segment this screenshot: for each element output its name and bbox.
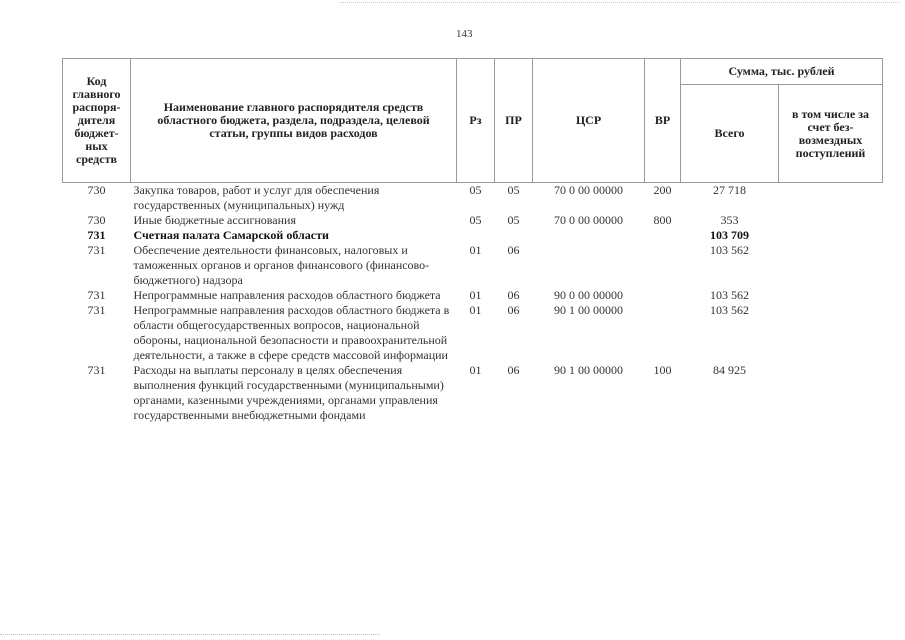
cell-vr: 100 bbox=[653, 363, 672, 377]
table-body bbox=[63, 183, 883, 424]
bottom-scan-edge bbox=[0, 634, 380, 635]
cell-pr: 06 bbox=[507, 303, 520, 317]
cell-csr: 90 1 00 00000 bbox=[554, 303, 623, 317]
cell-incl bbox=[779, 183, 883, 214]
cell-name: Непрограммные направления расходов областного бюджета bbox=[133, 288, 441, 302]
table-row bbox=[63, 303, 883, 363]
table-row bbox=[63, 228, 883, 243]
cell-pr: 05 bbox=[507, 213, 520, 227]
cell-vr bbox=[645, 303, 681, 363]
cell-name: Иные бюджетные ассигнования bbox=[133, 213, 296, 227]
header-csr: ЦСР bbox=[533, 59, 645, 183]
cell-code: 731 bbox=[87, 303, 106, 317]
header-sum-group: Сумма, тыс. рублей bbox=[681, 59, 883, 85]
cell-pr: 06 bbox=[507, 288, 520, 302]
cell-total: 103 562 bbox=[710, 303, 749, 317]
cell-name: Закупка товаров, работ и услуг для обеспечения государственных (муниципальных) нужд bbox=[133, 183, 380, 212]
cell-code: 731 bbox=[87, 243, 106, 257]
header-pr: ПР bbox=[495, 59, 533, 183]
cell-total: 84 925 bbox=[713, 363, 746, 377]
cell-pr: 06 bbox=[507, 243, 520, 257]
header-total: Всего bbox=[681, 85, 779, 183]
cell-vr bbox=[645, 243, 681, 288]
header-incl: в том числе за счет без-возмездных поступлений bbox=[779, 85, 883, 183]
table-row bbox=[63, 183, 883, 214]
cell-incl bbox=[779, 228, 883, 243]
cell-vr bbox=[645, 228, 681, 243]
header-vr: ВР bbox=[645, 59, 681, 183]
cell-rz: 01 bbox=[469, 288, 482, 302]
page-number-text: 143 bbox=[456, 28, 473, 40]
cell-name: Обеспечение деятельности финансовых, налоговых и таможенных органов и органов финансового (финансово-бюджетного) надзора bbox=[133, 243, 430, 287]
cell-csr: 70 0 00 00000 bbox=[554, 213, 623, 227]
table-row bbox=[63, 363, 883, 423]
cell-csr: 90 0 00 00000 bbox=[554, 288, 623, 302]
cell-vr bbox=[645, 288, 681, 303]
cell-vr: 200 bbox=[653, 183, 672, 197]
cell-rz: 01 bbox=[469, 303, 482, 317]
cell-total: 353 bbox=[720, 213, 739, 227]
cell-rz: 05 bbox=[469, 213, 482, 227]
cell-incl bbox=[779, 288, 883, 303]
cell-csr: 70 0 00 00000 bbox=[554, 183, 623, 197]
cell-incl bbox=[779, 213, 883, 228]
cell-code: 731 bbox=[87, 288, 106, 302]
cell-total: 103 709 bbox=[710, 228, 749, 242]
cell-csr bbox=[533, 243, 645, 288]
cell-incl bbox=[779, 303, 883, 363]
cell-pr: 06 bbox=[507, 363, 520, 377]
cell-total: 27 718 bbox=[713, 183, 746, 197]
cell-total: 103 562 bbox=[710, 288, 749, 302]
table-row bbox=[63, 288, 883, 303]
cell-rz bbox=[457, 228, 495, 243]
cell-code: 731 bbox=[87, 363, 106, 377]
cell-code: 731 bbox=[87, 228, 106, 242]
table-header bbox=[63, 59, 883, 183]
table-row bbox=[63, 213, 883, 228]
cell-pr bbox=[495, 228, 533, 243]
cell-rz: 05 bbox=[469, 183, 482, 197]
cell-rz: 01 bbox=[469, 363, 482, 377]
budget-table bbox=[62, 58, 883, 423]
cell-vr: 800 bbox=[653, 213, 672, 227]
cell-name: Расходы на выплаты персоналу в целях обеспечения выполнения функций государственными (муниципальными) органами, казенными учреждениями, органами управления государственными внебюджетными фондами bbox=[133, 363, 444, 422]
header-name: Наименование главного распорядителя средств областного бюджета, раздела, подраздела, целевой статьи, группы видов расходов bbox=[131, 59, 457, 183]
top-scan-edge bbox=[340, 2, 900, 3]
header-rz: Рз bbox=[457, 59, 495, 183]
cell-rz: 01 bbox=[469, 243, 482, 257]
cell-code: 730 bbox=[87, 213, 106, 227]
cell-pr: 05 bbox=[507, 183, 520, 197]
cell-name: Непрограммные направления расходов областного бюджета в области общегосударственных вопросов, национальной обороны, национальной безопасности и правоохранительной деятельности, а также в сфере средств массовой информации bbox=[133, 303, 450, 362]
cell-code: 730 bbox=[87, 183, 106, 197]
cell-total: 103 562 bbox=[710, 243, 749, 257]
cell-incl bbox=[779, 363, 883, 423]
cell-csr bbox=[533, 228, 645, 243]
table-row bbox=[63, 243, 883, 288]
cell-incl bbox=[779, 243, 883, 288]
cell-name: Счетная палата Самарской области bbox=[133, 228, 329, 242]
cell-csr: 90 1 00 00000 bbox=[554, 363, 623, 377]
header-code: Код главного распоря-дителя бюджет-ных средств bbox=[63, 59, 131, 183]
